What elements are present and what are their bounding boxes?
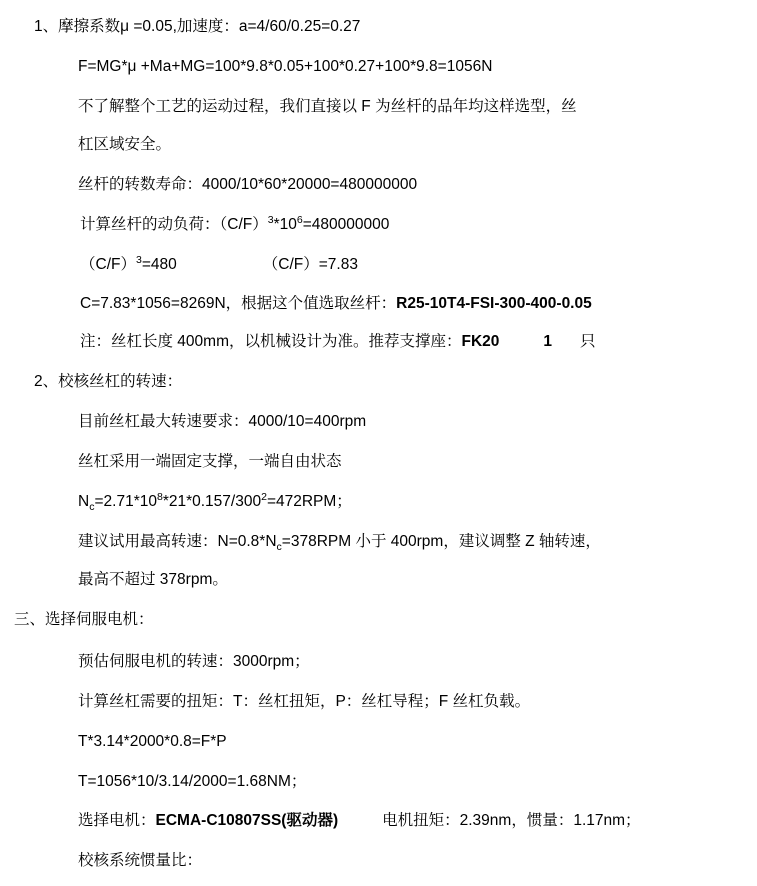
formula-torque-result [0,772,757,793]
paragraph-inertia-check [0,851,757,872]
formula-torque-balance [0,732,757,753]
paragraph-selection-note-line2 [0,135,757,156]
paragraph-support-note [0,332,757,353]
text-run: =378RPM 小于 400rpm，建议调整 Z 轴转速， [281,532,601,550]
text-run: *21*0.157/300 [162,493,262,511]
text-run: T*3.14*2000*0.8=F*P [78,732,227,750]
section-heading-servo-motor [0,610,757,631]
text-run: C=7.83*1056=8269N，根据这个值选取丝杆： [80,295,397,313]
list-item-1 [0,17,757,38]
text-run: 不了解整个工艺的运动过程，我们直接以 F 为丝杆的品年均这样选型，丝 [78,97,577,115]
subscript-c: c [276,541,282,554]
document-page [0,17,757,886]
paragraph-speed-limit [0,570,757,591]
paragraph-life-cycles [0,175,757,196]
text-run: 目前丝杠最大转速要求：4000/10=400rpm [78,413,367,431]
support-model-value: FK20 [461,333,500,351]
text-run: 计算丝杆的动负荷：（C/F） [80,215,268,233]
text-run: （C/F） [80,255,136,273]
paragraph-support-mode [0,452,757,473]
text-run: （C/F）=7.83 [262,255,358,273]
text-run: =472RPM； [266,493,352,511]
text-run: 选择电机： [78,812,156,830]
text-run: 2、校核丝杠的转速： [34,373,183,391]
paragraph-cf-values [0,255,757,276]
text-run: 三、选择伺服电机： [14,610,154,628]
text-run: 丝杠采用一端固定支撑，一端自由状态 [78,453,342,471]
formula-force [0,57,757,78]
text-run: 计算丝杠需要的扭矩：T：丝杠扭矩，P：丝杠导程；F 丝杠负载。 [78,692,531,710]
formula-critical-speed [0,492,757,513]
screw-model-value: R25-10T4-FSI-300-400-0.05 [396,295,592,313]
text-run: N [78,493,90,511]
motor-model-value: ECMA-C10807SS(驱动器) [155,812,339,830]
text-run: 丝杆的转数寿命：4000/10*60*20000=480000000 [78,175,418,193]
exponent-6: 6 [296,213,303,226]
text-run: 建议试用最高转速：N=0.8*N [78,532,277,550]
paragraph-max-speed-req [0,412,757,433]
text-run: 杠区域安全。 [78,135,172,153]
text-run: 注：丝杠长度 400mm，以机械设计为准。推荐支撑座： [80,333,462,351]
paragraph-torque-definitions [0,692,757,713]
paragraph-motor-selection [0,811,757,832]
paragraph-screw-selection [0,294,757,315]
paragraph-selection-note-line1 [0,97,757,118]
text-run: =480000000 [302,215,390,233]
exponent-2: 2 [261,490,267,503]
text-run: 电机扭矩：2.39nm，惯量：1.17nm； [382,812,641,830]
paragraph-dynamic-load [0,215,757,236]
paragraph-recommended-speed [0,532,757,553]
paragraph-estimated-motor-speed [0,652,757,673]
text-run: 只 [580,333,596,351]
text-run: *10 [273,215,297,233]
exponent-3: 3 [267,213,274,226]
text-run: 校核系统惯量比： [78,852,203,870]
text-run: T=1056*10/3.14/2000=1.68NM； [78,772,307,790]
text-run: 1、摩擦系数μ =0.05,加速度：a=4/60/0.25=0.27 [34,18,361,35]
list-item-2 [0,372,757,393]
text-run: F=MG*μ +Ma+MG=100*9.8*0.05+100*0.27+100*9.8=1056N [78,57,493,75]
subscript-c: c [89,501,95,514]
text-run: =480 [141,255,177,273]
text-run: 预估伺服电机的转速：3000rpm； [78,652,310,670]
text-run: =2.71*10 [94,493,157,511]
exponent-3: 3 [135,253,142,266]
support-qty-value: 1 [543,333,553,351]
text-run: 最高不超过 378rpm。 [78,570,228,588]
exponent-8: 8 [156,490,163,503]
